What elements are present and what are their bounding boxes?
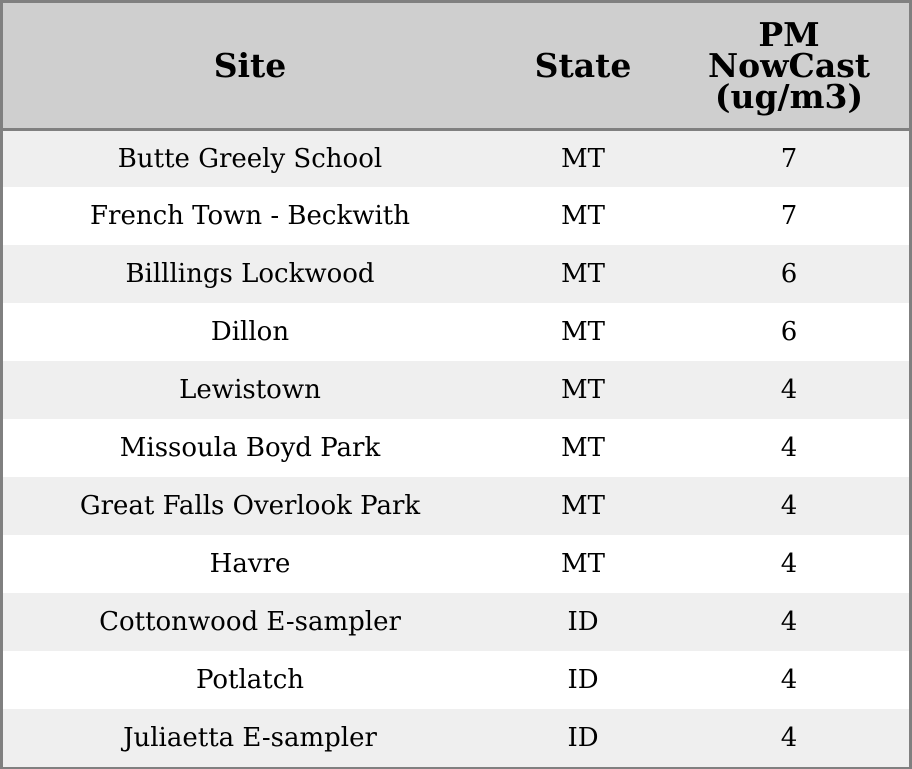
state-cell: MT [561, 491, 605, 521]
site-cell: Potlatch [195, 665, 305, 695]
site-cell: Missoula Boyd Park [119, 433, 381, 463]
table-row [3, 477, 909, 535]
table-row [3, 709, 909, 767]
pm-value-cell: 4 [780, 491, 798, 521]
pm-value-cell: 4 [780, 665, 798, 695]
pm-value-cell: 4 [780, 549, 798, 579]
site-cell: Dillon [210, 317, 290, 347]
state-cell: ID [567, 665, 599, 695]
pm-value-cell: 6 [780, 259, 798, 289]
site-cell: Butte Greely School [117, 143, 383, 174]
site-cell: Havre [209, 549, 291, 579]
pm-value-cell: 7 [780, 201, 798, 231]
site-cell: Cottonwood E-sampler [99, 607, 401, 637]
state-cell: MT [561, 259, 605, 289]
column-header-state: State [497, 3, 669, 129]
column-header-site: Site [3, 3, 497, 129]
table-body [3, 129, 909, 767]
site-cell: Great Falls Overlook Park [79, 491, 421, 521]
header-row [3, 3, 909, 129]
state-cell: MT [561, 433, 605, 463]
pm-value-cell: 4 [780, 723, 798, 753]
pm-value-cell: 6 [780, 317, 798, 347]
state-cell: ID [567, 723, 599, 753]
state-cell: MT [561, 143, 605, 174]
pm-value-cell: 4 [780, 433, 798, 463]
state-cell: MT [561, 549, 605, 579]
table-row [3, 245, 909, 303]
site-cell: Juliaetta E-sampler [123, 723, 377, 753]
table-row [3, 303, 909, 361]
state-cell: ID [567, 607, 599, 637]
state-cell: MT [561, 317, 605, 347]
table-row [3, 593, 909, 651]
table-row [3, 129, 909, 187]
table-row [3, 187, 909, 245]
site-cell: Billlings Lockwood [125, 259, 375, 289]
pm-value-cell: 7 [780, 143, 798, 174]
table-row [3, 535, 909, 593]
site-cell: Lewistown [179, 375, 321, 405]
state-cell: MT [561, 201, 605, 231]
table-row [3, 361, 909, 419]
table-row [3, 651, 909, 709]
table-header [3, 3, 909, 129]
column-header-pm-nowcast: PM NowCast (ug/m3) [669, 3, 909, 129]
pm-value-cell: 4 [780, 607, 798, 637]
site-cell: French Town - Beckwith [89, 201, 411, 231]
pm-value-cell: 4 [780, 375, 798, 405]
state-cell: MT [561, 375, 605, 405]
table-row [3, 419, 909, 477]
pm-nowcast-table [3, 3, 909, 767]
